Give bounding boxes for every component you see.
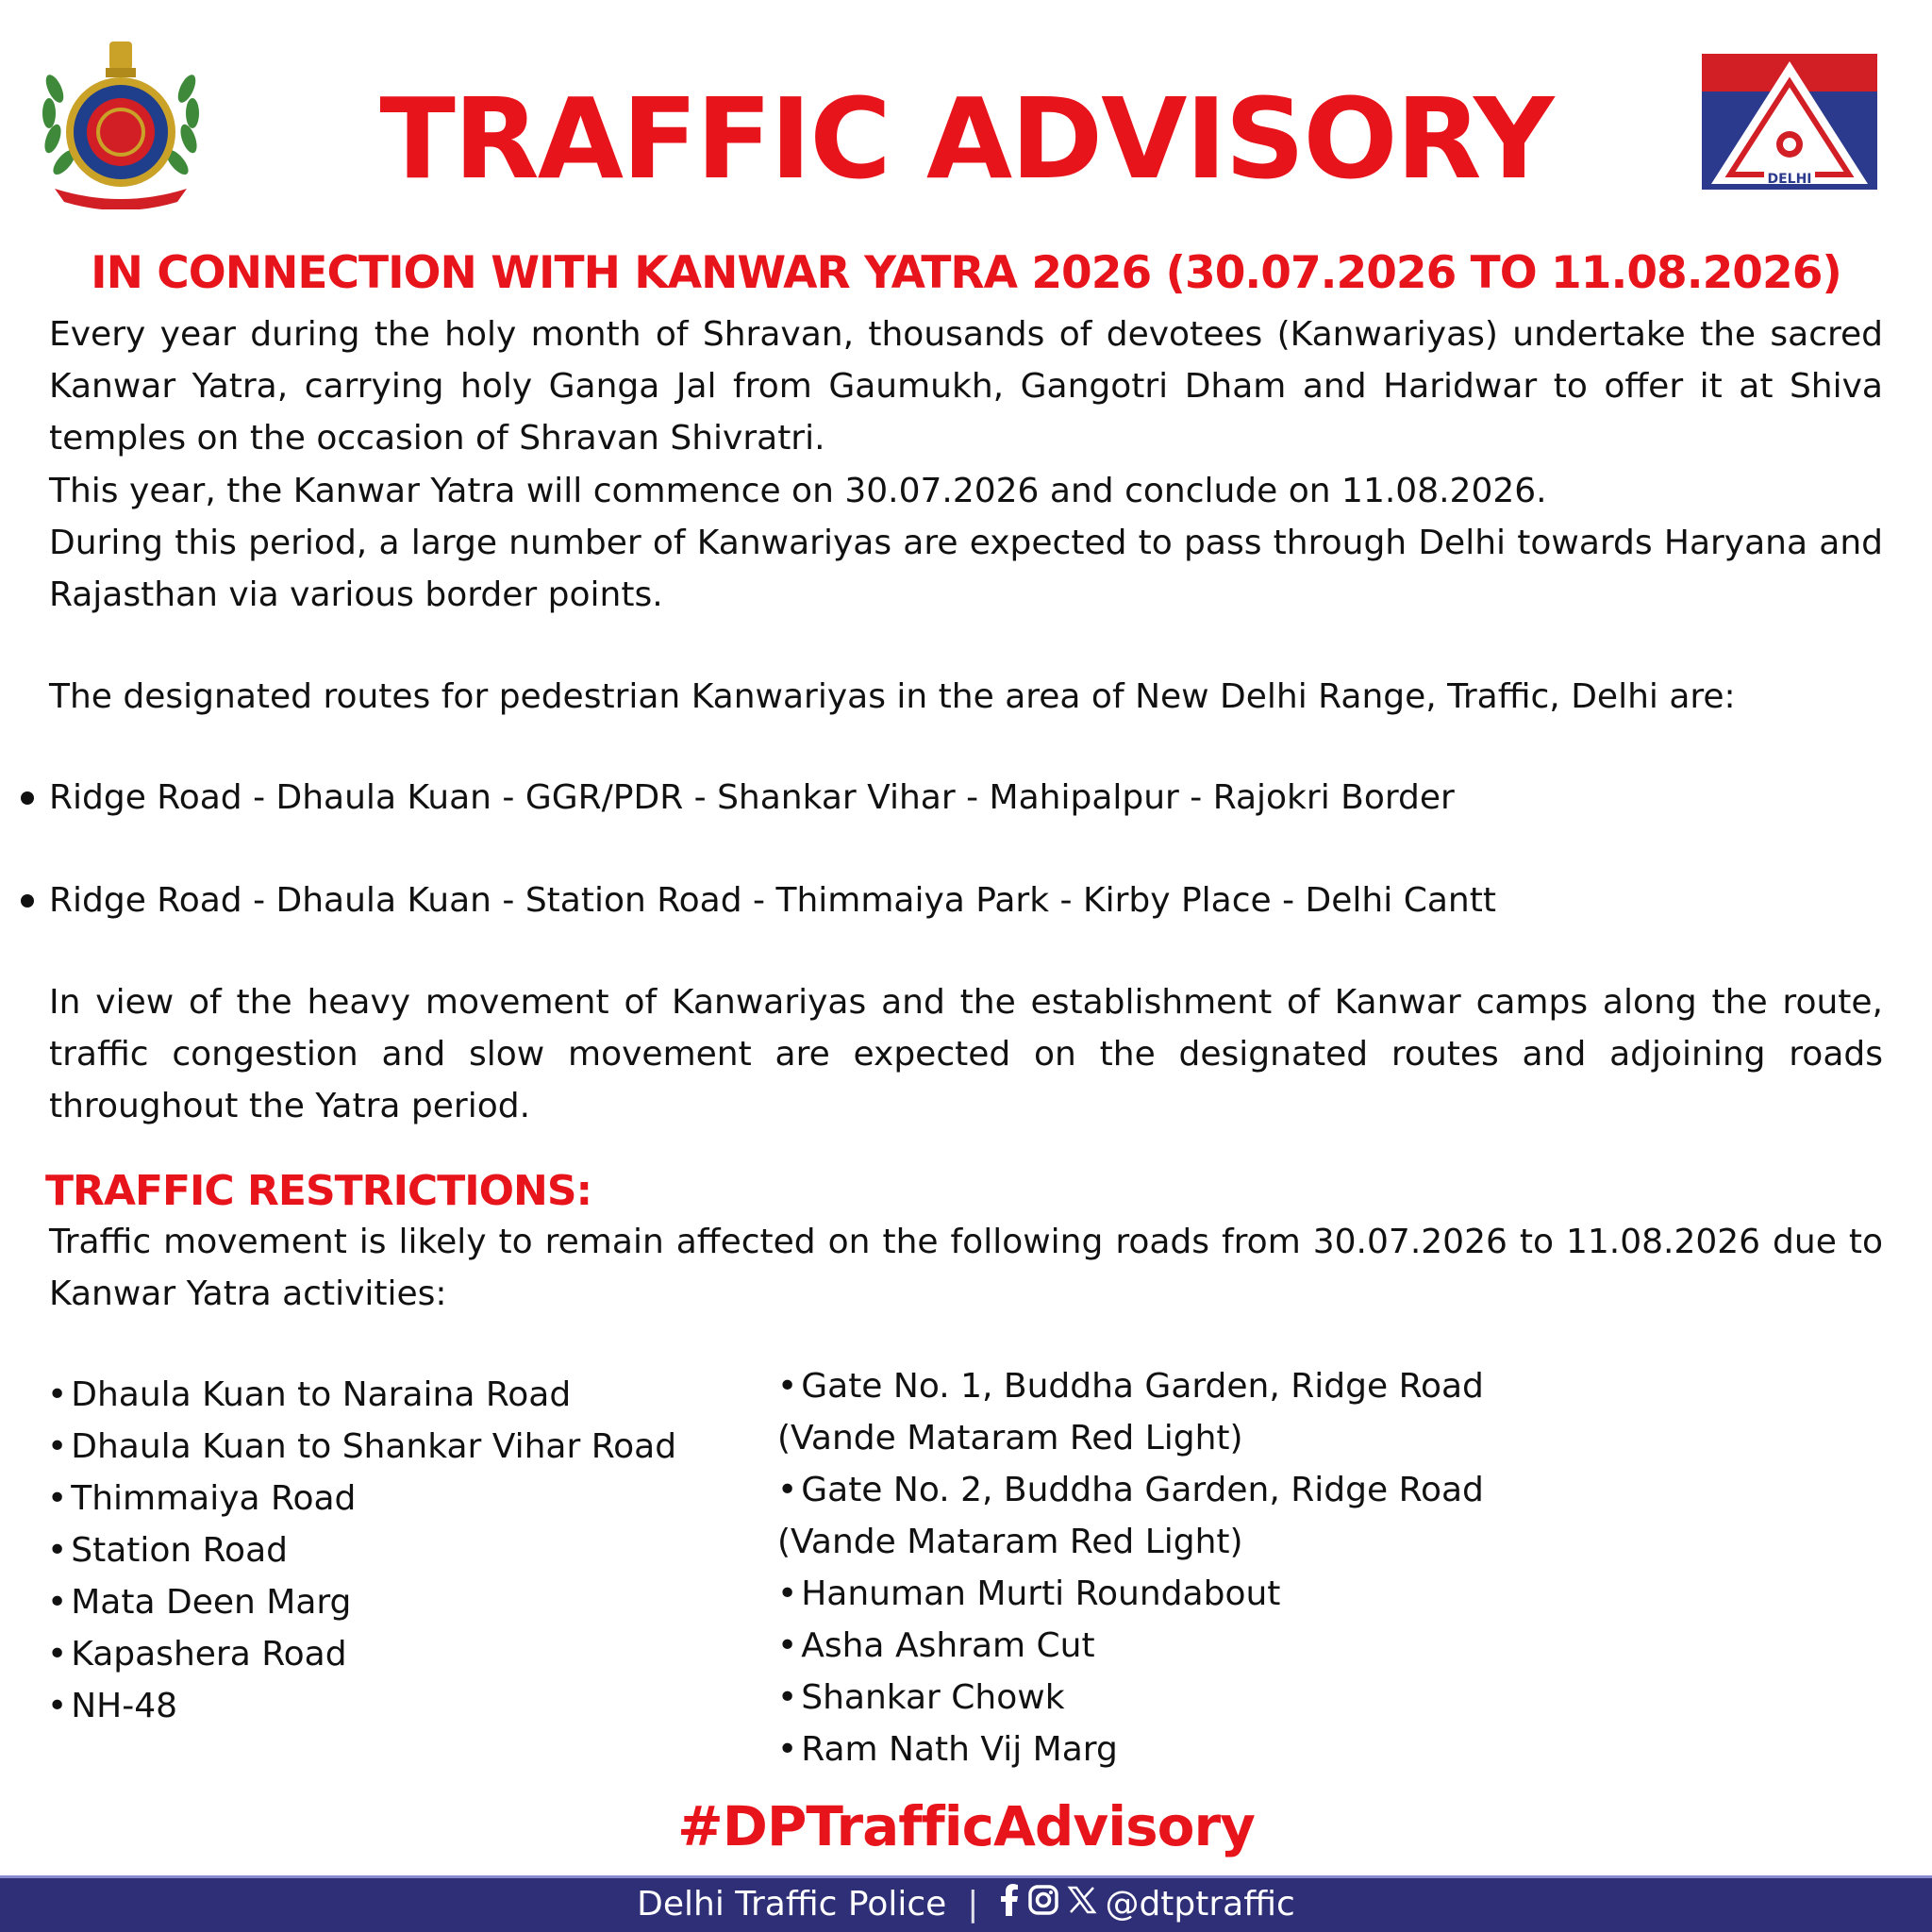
list-item: • Thimmaiya Road xyxy=(47,1479,357,1518)
list-item: • Hanuman Murti Roundabout xyxy=(777,1574,1281,1613)
route-text: Ridge Road - Dhaula Kuan - Station Road - Thimmaiya Park - Kirby Place - Delhi Cantt xyxy=(49,881,1496,920)
hashtag: #DPTrafficAdvisory xyxy=(677,1794,1255,1858)
instagram-icon[interactable] xyxy=(1027,1884,1059,1924)
footer-bar xyxy=(0,1875,1932,1932)
route-item xyxy=(49,772,1883,824)
list-item: • Asha Ashram Cut xyxy=(777,1626,1095,1665)
bullet-icon xyxy=(21,791,34,805)
yatra-dates-paragraph: This year, the Kanwar Yatra will commence on 30.07.2026 and conclude on 11.08.2026. xyxy=(49,472,1547,510)
page-title: TRAFFIC ADVISORY xyxy=(379,74,1553,204)
list-item: • Dhaula Kuan to Naraina Road xyxy=(47,1375,572,1414)
restricted-roads-list-right xyxy=(777,1360,1484,1775)
route-text: Ridge Road - Dhaula Kuan - GGR/PDR - Shankar Vihar - Mahipalpur - Rajokri Border xyxy=(49,778,1455,817)
restricted-roads-list-left xyxy=(47,1369,676,1732)
list-item: • Gate No. 1, Buddha Garden, Ridge Road xyxy=(777,1367,1484,1406)
x-icon[interactable] xyxy=(1067,1885,1097,1924)
facebook-icon[interactable] xyxy=(999,1884,1020,1924)
bullet-icon xyxy=(21,894,34,908)
footer-separator: | xyxy=(967,1884,979,1924)
list-item: • Gate No. 2, Buddha Garden, Ridge Road xyxy=(777,1471,1484,1509)
list-item-continuation: (Vande Mataram Red Light) xyxy=(777,1523,1243,1561)
footer-social-handle[interactable]: @dtptraffic xyxy=(1105,1884,1295,1924)
list-item: • Shankar Chowk xyxy=(777,1678,1065,1717)
intro-paragraph: Every year during the holy month of Shravan, thousands of devotees (Kanwariyas) undertake the sacred Kanwar Yatra, carrying holy Ganga Jal from Gaumukh, Gangotri Dham and Haridwar to offer it at Shiva temples on the occasion of Shravan Shivratri. xyxy=(49,315,1883,458)
list-item: • NH-48 xyxy=(47,1687,178,1725)
traffic-restrictions-heading: TRAFFIC RESTRICTIONS: xyxy=(45,1167,592,1215)
svg-text:DELHI: DELHI xyxy=(1767,172,1812,187)
list-item: • Ram Nath Vij Marg xyxy=(777,1730,1118,1769)
list-item: • Dhaula Kuan to Shankar Vihar Road xyxy=(47,1427,677,1466)
list-item: • Station Road xyxy=(47,1531,288,1570)
congestion-note: In view of the heavy movement of Kanwariyas and the establishment of Kanwar camps along the route, traffic congestion and slow movement are expected on the designated routes and adjoining roads throughout the Yatra period. xyxy=(49,983,1883,1125)
designated-routes-intro: The designated routes for pedestrian Kanwariyas in the area of New Delhi Range, Traffic, Delhi are: xyxy=(49,677,1736,716)
kanwariyas-passage-paragraph: During this period, a large number of Kanwariyas are expected to pass through Delhi towards Haryana and Rajasthan via various border points. xyxy=(49,524,1883,614)
restrictions-intro: Traffic movement is likely to remain affected on the following roads from 30.07.2026 to 11.08.2026 due to Kanwar Yatra activities: xyxy=(49,1223,1883,1313)
advisory-subtitle: IN CONNECTION WITH KANWAR YATRA 2026 (30.07.2026 TO 11.08.2026) xyxy=(91,247,1841,299)
list-item-continuation: (Vande Mataram Red Light) xyxy=(777,1419,1243,1457)
route-item xyxy=(49,874,1883,927)
list-item: • Mata Deen Marg xyxy=(47,1583,352,1622)
list-item: • Kapashera Road xyxy=(47,1635,347,1674)
footer-org-name: Delhi Traffic Police xyxy=(637,1884,947,1924)
